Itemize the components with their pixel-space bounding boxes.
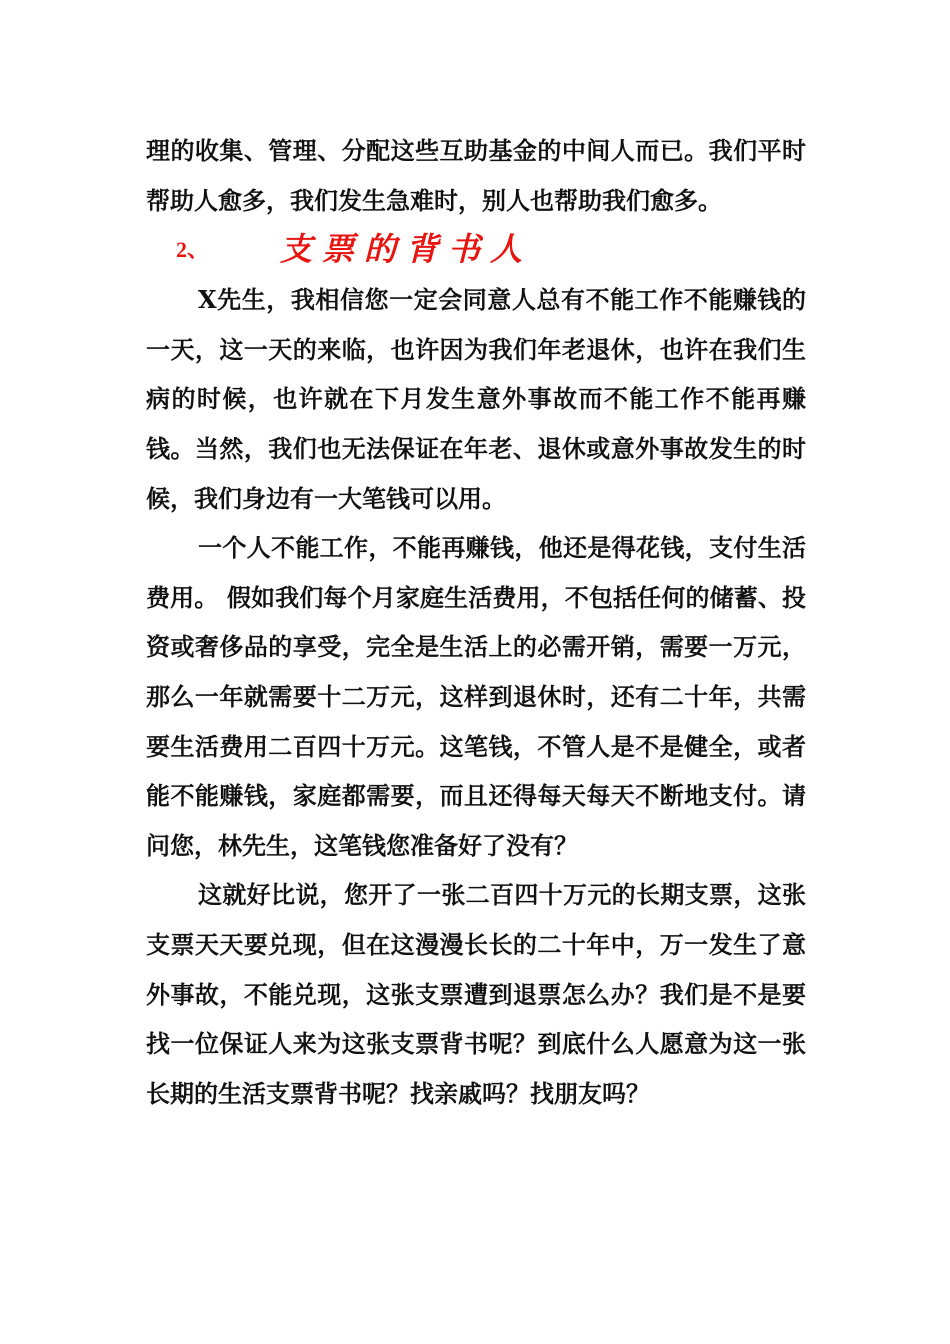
section-title: 支票的背书人 <box>280 230 533 269</box>
document-body <box>146 126 806 1118</box>
paragraph-intro: 理的收集、管理、分配这些互助基金的中间人而已。我们平时帮助人愈多，我们发生急难时，别人也帮助我们愈多。 <box>146 136 806 215</box>
paragraph-2: 一个人不能工作，不能再赚钱，他还是得花钱，支付生活费用。 假如我们每个月家庭生活费用，不包括任何的储蓄、投资或奢侈品的享受，完全是生活上的必需开销，需要一万元，那么一年就需要十二万元，这样到退休时，还有二十年，共需要生活费用二百四十万元。这笔钱，不管人是不是健全，或者能不能赚钱，家庭都需要，而且还得每天每天不断地支付。请问您，林先生，这笔钱您准备好了没有？ <box>146 533 806 860</box>
paragraph-3: 这就好比说，您开了一张二百四十万元的长期支票，这张支票天天要兑现，但在这漫漫长长的二十年中，万一发生了意外事故，不能兑现，这张支票遭到退票怎么办？我们是不是要找一位保证人来为这张支票背书呢？到底什么人愿意为这一张长期的生活支票背书呢？找亲戚吗？找朋友吗？ <box>146 880 806 1108</box>
section-heading <box>146 225 806 275</box>
section-number: 2、 <box>176 237 210 263</box>
paragraph-1: X先生，我相信您一定会同意人总有不能工作不能赚钱的一天，这一天的来临，也许因为我们年老退休，也许在我们生病的时候，也许就在下月发生意外事故而不能工作不能再赚钱。当然，我们也无法保证在年老、退休或意外事故发生的时候，我们身边有一大笔钱可以用。 <box>146 285 806 513</box>
